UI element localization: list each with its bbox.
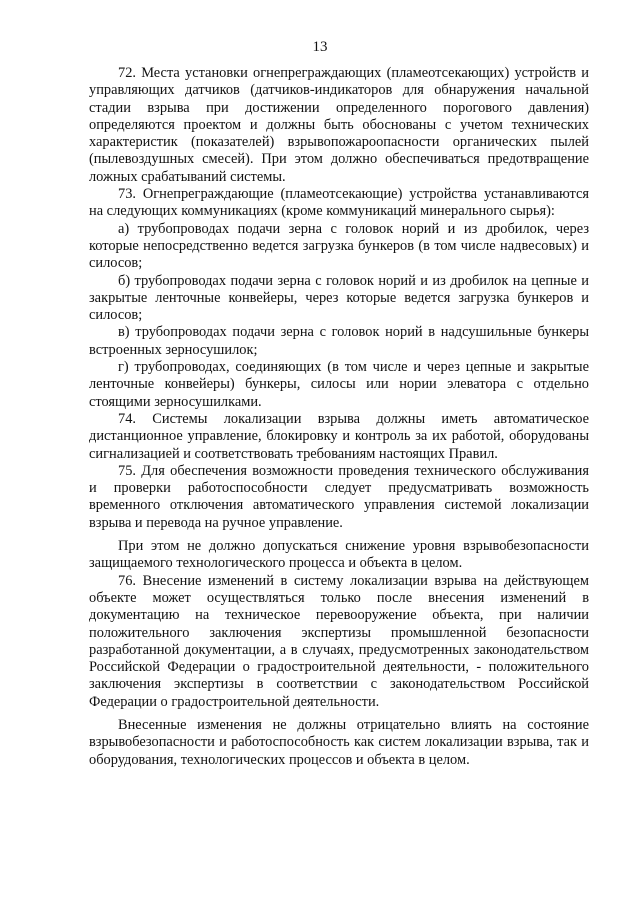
paragraph-73-item-b: б) трубопроводах подачи зерна с головок норий и из дробилок на цепные и закрытые ленточные конвейеры, через которые ведется загрузка бункеров и силосов; (89, 272, 589, 324)
paragraph-76: 76. Внесение изменений в систему локализации взрыва на действующем объекте может осуществляться только после внесения изменений в документацию на техническое перевооружение объекта, при наличии положительного заключения экспертизы промышленной безопасности разработанной документации, а в случаях, предусмотренных законодательством Российской Федерации о градостроительной деятельности, - положительного заключения экспертизы в соответствии с законодательством Российской Федерации о градостроительной деятельности. (89, 572, 589, 710)
paragraph-76-continuation: Внесенные изменения не должны отрицательно влиять на состояние взрывобезопасности и работоспособность как систем локализации взрыва, так и оборудования, технологических процессов и объекта в целом. (89, 716, 589, 768)
paragraph-73-item-g: г) трубопроводах, соединяющих (в том числе и через цепные и закрытые ленточные конвейеры) бункеры, силосы или нории элеватора с отдельно стоящими зерносушилками. (89, 359, 589, 410)
paragraph-75: 75. Для обеспечения возможности проведения технического обслуживания и проверки работоспособности следует предусматривать возможность временного отключения автоматического управления системой локализации взрыва и перевода на ручное управление. (89, 462, 589, 531)
paragraph-75-continuation: При этом не должно допускаться снижение уровня взрывобезопасности защищаемого технологического процесса и объекта в целом. (89, 538, 589, 572)
paragraph-73-item-a: а) трубопроводах подачи зерна с головок норий и из дробилок, через которые непосредственно ведется загрузка бункеров (в том числе надвесовых) и силосов; (89, 220, 589, 272)
paragraph-73-item-v: в) трубопроводах подачи зерна с головок норий в надсушильные бункеры встроенных зерносушилок; (89, 324, 589, 358)
paragraph-74: 74. Системы локализации взрыва должны иметь автоматическое дистанционное управление, блокировку и контроль за их работой, оборудованы сигнализацией и соответствовать требованиям настоящих Правил. (89, 410, 589, 462)
paragraph-73: 73. Огнепреграждающие (пламеотсекающие) устройства устанавливаются на следующих коммуникациях (кроме коммуникаций минерального сырья): (89, 186, 589, 220)
body-text (89, 65, 589, 769)
paragraph-72: 72. Места установки огнепреграждающих (пламеотсекающих) устройств и управляющих датчиков (датчиков-индикаторов для обнаружения начальной стадии взрыва при достижении определенного порогового давления) определяются проектом и должны быть обоснованы с учетом технических характеристик (показателей) взрывопожароопасности органических пылей (пылевоздушных смесей). При этом должно обеспечиваться предотвращение ложных срабатываний системы. (89, 65, 589, 185)
page-number: 13 (312, 39, 328, 55)
